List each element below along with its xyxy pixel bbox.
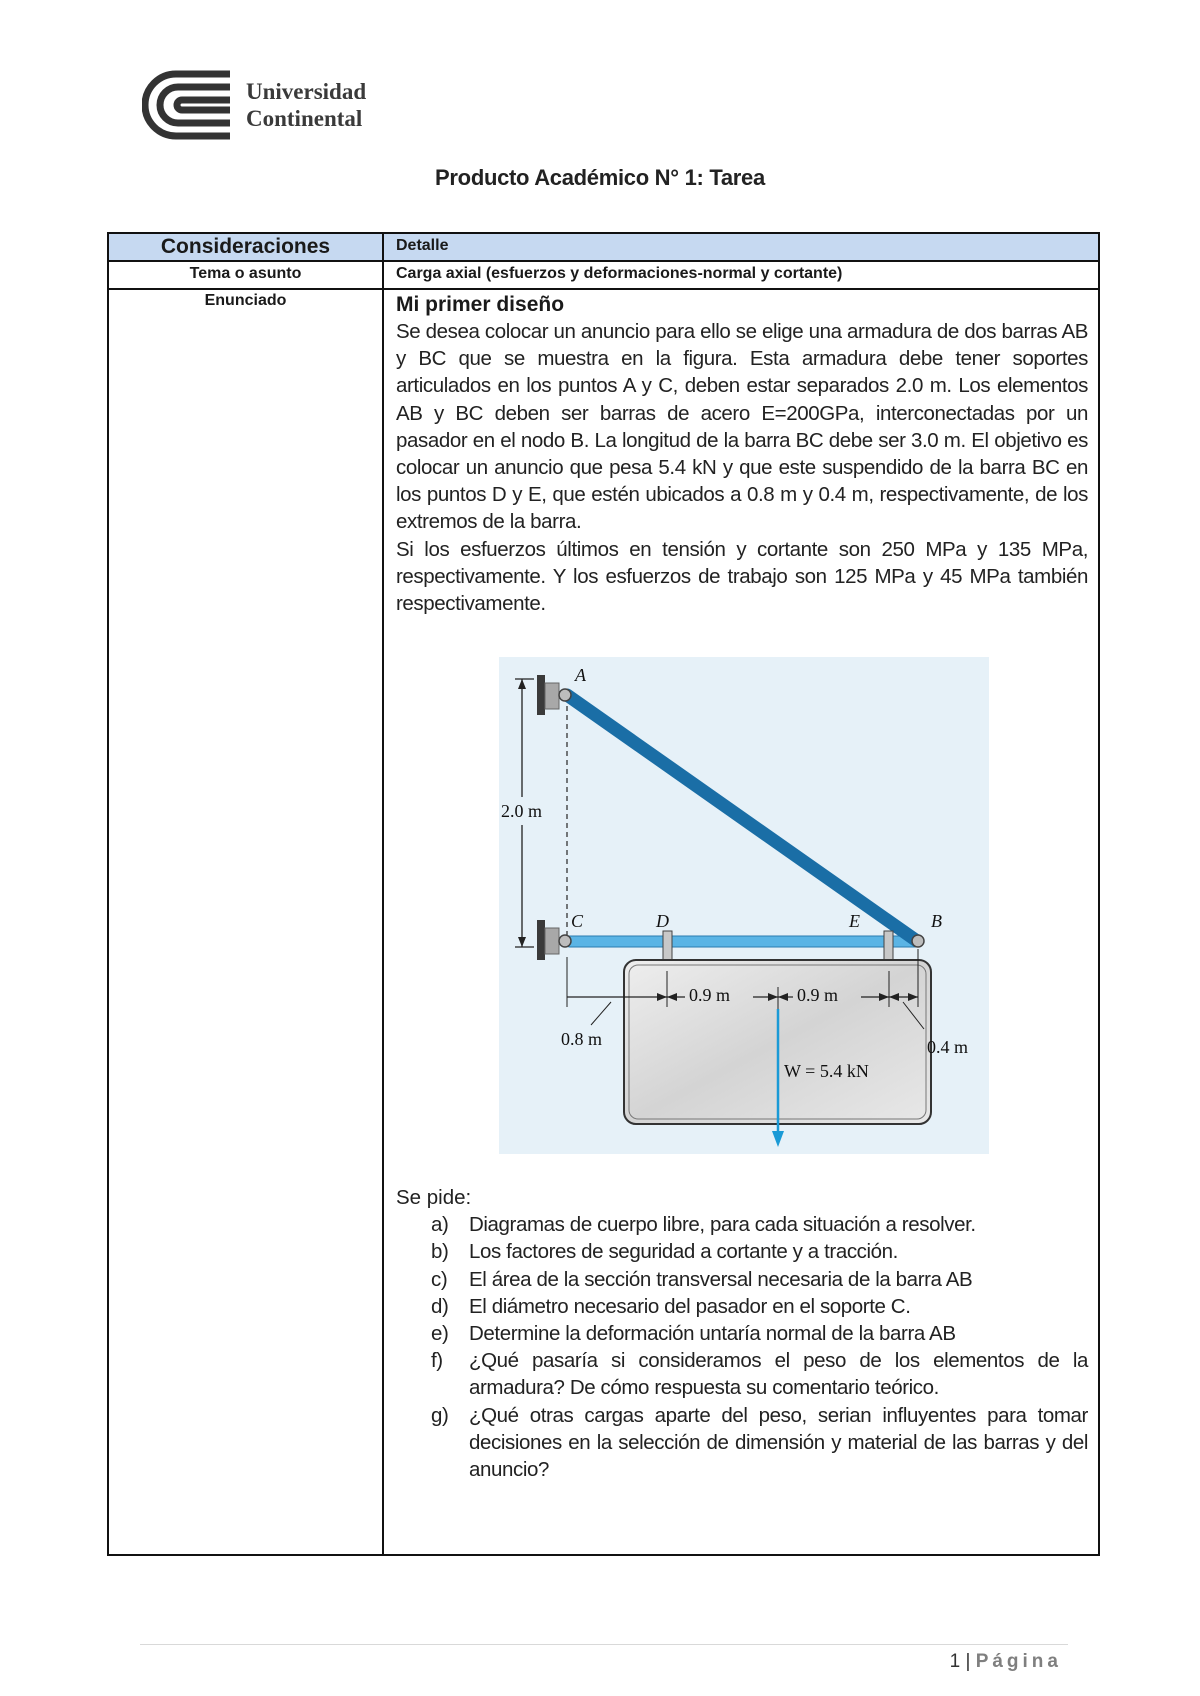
support-a-bracket [545,683,559,709]
label-08: 0.8 m [561,1029,603,1050]
label-e: E [849,911,860,932]
page-footer [950,1651,1062,1673]
requests-list [431,1211,1088,1483]
list-item-text: ¿Qué pasaría si consideramos el peso de los elementos de la armadura? De cómo respuesta su comentario teórico. [469,1349,1088,1400]
dimension-arrow-down [518,937,526,947]
assignment-table [107,232,1100,1556]
requests-intro: Se pide: [396,1186,472,1210]
document-title: Producto Académico N° 1: Tarea [435,165,765,190]
list-item [431,1266,1088,1293]
label-09-right: 0.9 m [797,985,839,1006]
dimension-arrow-up [518,679,526,689]
load-arrow-head [772,1131,784,1147]
truss-diagram [499,657,989,1154]
bar-ab [567,695,917,941]
statement-paragraph-2: Si los esfuerzos últimos en tensión y cortante son 250 MPa y 135 MPa, respectivamente. Y los esfuerzos de trabajo son 125 MPa y 45 MPa también respectivamente. [396,537,1088,616]
label-height: 2.0 m [501,801,543,822]
list-item-text: El área de la sección transversal necesaria de la barra AB [469,1267,973,1291]
logo-line-1: Universidad [246,79,367,104]
table-header-row [108,233,1099,261]
topic-label: Tema o asunto [108,261,383,289]
list-item-letter: f) [431,1349,443,1373]
list-item [431,1293,1088,1320]
footer-divider [140,1644,1068,1645]
pin-b [912,935,924,947]
header-considerations: Consideraciones [108,233,383,261]
page-number: 1 [949,1651,961,1672]
bar-bc [565,936,921,947]
statement-content [383,289,1099,1555]
header-detail: Detalle [383,233,1099,261]
dimension-08-leader [591,1002,611,1025]
list-item-letter: e) [431,1322,449,1346]
list-item-letter: g) [431,1403,449,1427]
university-logo [142,70,366,140]
list-item-text: Determine la deformación untaría normal de la barra AB [469,1322,956,1346]
label-09-left: 0.9 m [689,985,731,1006]
pin-a [559,689,571,701]
list-item-text: Los factores de seguridad a cortante y a tracción. [469,1240,898,1264]
label-d: D [656,911,669,932]
list-item [431,1402,1088,1484]
statement-label: Enunciado [108,289,383,1555]
university-emblem-icon [142,70,232,140]
statement-row [108,289,1099,1555]
page-word: Página [975,1651,1062,1672]
list-item [431,1347,1088,1401]
list-item-text: ¿Qué otras cargas aparte del peso, serian influyentes para tomar decisiones en la selección de dimensión y material de las barras y del anuncio? [469,1403,1088,1482]
list-item-text: El diámetro necesario del pasador en el soporte C. [469,1294,911,1318]
pin-c [559,935,571,947]
list-item-letter: b) [431,1240,449,1264]
label-b: B [931,911,942,932]
topic-value: Carga axial (esfuerzos y deformaciones-normal y cortante) [383,261,1099,289]
list-item [431,1320,1088,1347]
statement-paragraph-1: Se desea colocar un anuncio para ello se elige una armadura de dos barras AB y BC que se muestra en la figura. Esta armadura debe tener soportes articulados en los puntos A y C, deben estar separados 2.0 m. Los elementos AB y BC deben ser barras de acero E=200GPa, interconectadas por un pasador en el nodo B. La longitud de la barra BC debe ser 3.0 m. El objetivo es colocar un anuncio que pesa 5.4 kN y que este suspendido de la barra BC en los puntos D y E, que estén ubicados a 0.8 m y 0.4 m, respectivamente, de los extremos de la barra. [396,320,1088,534]
list-item-letter: d) [431,1294,449,1318]
truss-figure [499,657,989,1154]
list-item-letter: a) [431,1213,449,1237]
topic-row [108,261,1099,289]
label-load: W = 5.4 kN [784,1061,869,1082]
list-item [431,1238,1088,1265]
label-a: A [575,665,586,686]
footer-separator: | [965,1651,971,1672]
list-item-text: Diagramas de cuerpo libre, para cada situación a resolver. [469,1213,976,1237]
support-c-bracket [545,928,559,954]
list-item [431,1211,1088,1238]
statement-title: Mi primer diseño [396,293,565,316]
support-a-wall [537,675,545,715]
label-c: C [571,911,584,932]
label-04: 0.4 m [927,1037,969,1058]
list-item-letter: c) [431,1267,448,1291]
support-c-wall [537,920,545,960]
logo-line-2: Continental [246,106,363,131]
